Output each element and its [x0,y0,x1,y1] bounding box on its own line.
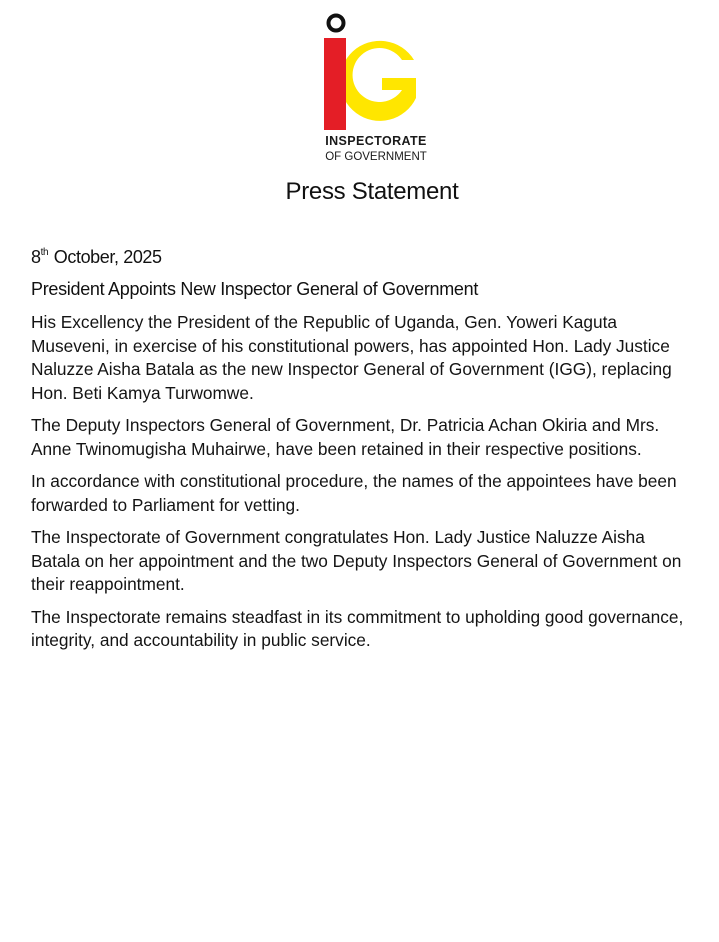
page-title: Press Statement [285,178,459,205]
logo-ring [329,16,344,31]
logo-letter-i [324,38,346,130]
statement-body [31,311,691,662]
statement-date [31,247,162,268]
logo-text-of-government: OF GOVERNMENT [325,151,427,163]
date-rest: October, 2025 [49,247,162,267]
statement-headline: President Appoints New Inspector General of Government [31,279,479,299]
logo-letter-g [340,41,416,121]
paragraph-appointment: His Excellency the President of the Republic of Uganda, Gen. Yoweri Kaguta Museveni, in exercise of his constitutional powers, has appointed Hon. Lady Justice Naluzze Aisha Batala as the new Inspector General of Government (IGG), replacing Hon. Beti Kamya Turwomwe. [31,312,672,403]
paragraph-congratulations: The Inspectorate of Government congratulates Hon. Lady Justice Naluzze Aisha Batala on her appointment and the two Deputy Inspectors General of Government on their reappointment. [31,527,682,594]
ig-logo-mark [316,8,436,133]
paragraph-vetting: In accordance with constitutional procedure, the names of the appointees have been forwarded to Parliament for vetting. [31,471,677,515]
ig-logo [316,8,436,168]
date-day: 8 [31,247,41,267]
date-suffix: th [40,247,49,258]
paragraph-deputies: The Deputy Inspectors General of Government, Dr. Patricia Achan Okiria and Mrs. Anne Twinomugisha Muhairwe, have been retained in their respective positions. [31,415,660,459]
paragraph-commitment: The Inspectorate remains steadfast in its commitment to upholding good governance, integrity, and accountability in public service. [31,606,684,650]
logo-text-inspectorate: INSPECTORATE [325,134,427,148]
